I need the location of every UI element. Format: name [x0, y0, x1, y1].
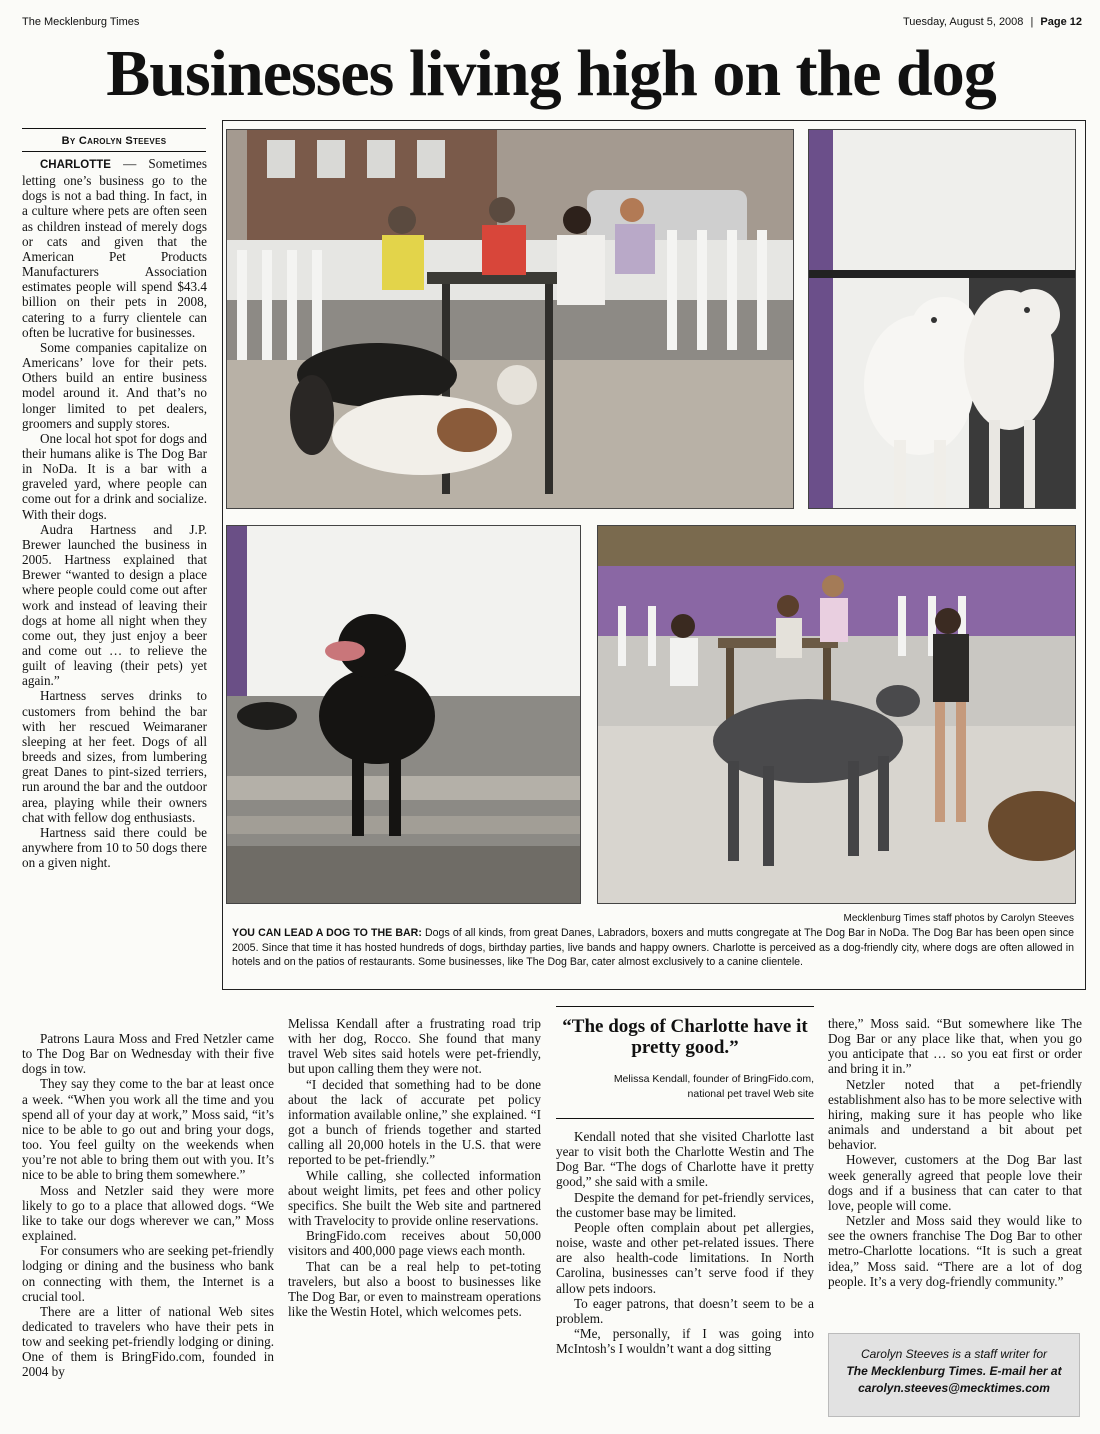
- paragraph: Netzler noted that a pet-friendly establishment also has to be more selective with hiring, making sure it has people who like animals and understand a bit about pet behavior.: [828, 1076, 1082, 1153]
- photo-caption: [232, 926, 1074, 970]
- paragraph: While calling, she collected information about weight limits, pet fees and other policy specifics. She built the Web site and partnered with Travelocity to provide online reservations.: [288, 1167, 541, 1229]
- pullquote: “The dogs of Charlotte have it pretty good.”: [562, 1016, 808, 1058]
- article-column-3: [556, 1129, 814, 1356]
- byline-rule-bottom: [22, 151, 206, 152]
- pullquote-rule-top: [556, 1006, 814, 1007]
- paragraph: Patrons Laura Moss and Fred Netzler came to The Dog Bar on Wednesday with their five dogs in tow.: [22, 1031, 274, 1077]
- paragraph: Hartness serves drinks to customers from behind the bar with her rescued Weimaraner sleeping at her feet. Dogs of all breeds and sizes, from lumbering great Danes to pint-sized terriers, run around the bar and the outdoor area, playing while their owners chat with fellow dog enthusiasts.: [22, 688, 207, 825]
- patio-photo-illustration: [227, 130, 793, 508]
- author-bio-box: [828, 1333, 1080, 1417]
- paragraph: “I decided that something had to be done about the lack of accurate pet policy information available online,” she explained. “I got a bunch of friends together and started calling all 20,000 hotels in the U.S. that were reported to be pet-friendly.”: [288, 1076, 541, 1168]
- paragraph: CHARLOTTE — Sometimes letting one’s business go to the dogs is not a bad thing. In fact, in a culture where pets are often seen as children instead of merely dogs or cats and given that the American Pet Products Manufacturers Association estimates people will spend $43.4 billion on their pets in 2008, catering to a furry clientele can often be lucrative for businesses.: [22, 156, 207, 340]
- pullquote-rule-bottom: [556, 1118, 814, 1119]
- paragraph: People often complain about pet allergies, noise, waste and other pet-related issues. There are also health-code limitations. In North Carolina, businesses can’t serve food if they allow pets indoors.: [556, 1219, 814, 1296]
- paragraph: Some companies capitalize on Americans’ love for their pets. Others build an entire business model around it. And that’s no longer limited to pet dealers, groomers and supply stores.: [22, 339, 207, 431]
- dateline: CHARLOTTE: [40, 159, 111, 171]
- paragraph: Audra Hartness and J.P. Brewer launched the business in 2005. Hartness explained that Brewer “wanted to design a place where people could come out after work and instead of leaving their dogs at home all night when they come out, they just enjoy a beer and come out … to relieve the guilt of leaving (their pets) yet again.”: [22, 521, 207, 689]
- bio-email: carolyn.steeves@mecktimes.com: [858, 1381, 1050, 1395]
- paragraph: To eager patrons, that doesn’t seem to be a problem.: [556, 1295, 814, 1326]
- paragraph: Netzler and Moss said they would like to see the owners franchise The Dog Bar to other metro-Charlotte locations. “It is such a great idea,” Moss said. “There are a lot of dog people. It’s a very dog-friendly community.”: [828, 1213, 1082, 1289]
- paragraph: However, customers at the Dog Bar last week generally agreed that people love their dogs and if a business that can cater to that love, people will come.: [828, 1152, 1082, 1213]
- article-column-1b: [22, 1031, 274, 1380]
- photo-great-danes: [808, 129, 1076, 509]
- bio-line: Carolyn Steeves is a staff writer for: [860, 1347, 1048, 1361]
- paragraph: There are a litter of national Web sites dedicated to travelers who have their pets in tow and seeking pet-friendly lodging or dining. One of them is BringFido.com, founded in 2004 by: [22, 1303, 274, 1380]
- paper-name: The Mecklenburg Times: [22, 16, 140, 28]
- paragraph: Hartness said there could be anywhere from 10 to 50 dogs there on a given night.: [22, 824, 207, 871]
- date-page-line: [903, 16, 1082, 28]
- issue-date: Tuesday, August 5, 2008: [902, 16, 1024, 28]
- page-number: Page 12: [1040, 16, 1082, 28]
- caption-lead: YOU CAN LEAD A DOG TO THE BAR:: [232, 927, 422, 939]
- paragraph: Kendall noted that she visited Charlotte last year to visit both the Charlotte Westin and The Dog Bar. “The dogs of Charlotte have it pretty good,” she said with a smile.: [556, 1129, 814, 1190]
- paragraph: That can be a real help to pet-toting travelers, but also a boost to businesses like The Dog Bar, or even to mainstream operations like the Westin Hotel, which welcomes pets.: [288, 1258, 541, 1319]
- bio-line: The Mecklenburg Times. E-mail her at: [846, 1364, 1062, 1378]
- paragraph: Despite the demand for pet-friendly services, the customer base may be limited.: [556, 1189, 814, 1220]
- article-column-1: [22, 156, 207, 870]
- paragraph: One local hot spot for dogs and their humans alike is The Dog Bar in NoDa. It is a bar with a graveled yard, where people can come out for a drink and socialize. With their dogs.: [22, 430, 207, 522]
- pullquote-attribution: Melissa Kendall, founder of BringFido.com, national pet travel Web site: [613, 1073, 814, 1100]
- paragraph: Melissa Kendall after a frustrating road trip with her dog, Rocco. She found that many travel Web sites said hotels were pet-friendly, but upon calling them they were not.: [288, 1016, 541, 1077]
- photo-women-great-dane: [597, 525, 1076, 904]
- article-column-2: [288, 1016, 541, 1319]
- paragraph: Moss and Netzler said they were more likely to go to a place that allowed dogs. “We like to take our dogs wherever we can,” Moss explained.: [22, 1182, 274, 1244]
- photo-black-dog-bench: [226, 525, 581, 904]
- separator: |: [1030, 16, 1034, 28]
- byline: By Carolyn Steeves: [61, 135, 167, 147]
- paragraph: BringFido.com receives about 50,000 visitors and 400,000 page views each month.: [288, 1228, 541, 1259]
- black-dog-photo-illustration: [227, 526, 580, 903]
- dane-photo-illustration: [598, 526, 1075, 903]
- photo-credit: Mecklenburg Times staff photos by Carolyn Steeves: [843, 913, 1074, 924]
- article-column-4: [828, 1016, 1082, 1289]
- headline: Businesses living high on the dog: [106, 37, 996, 110]
- paragraph: “Me, personally, if I was going into McIntosh’s I wouldn’t want a dog sitting: [556, 1326, 814, 1357]
- caption-body: Dogs of all kinds, from great Danes, Labradors, boxers and mutts congregate at The Dog Bar in NoDa. The Dog Bar has been open since 2005. Since that time it has hosted hundreds of dogs, birthday parties, live bands and happy owners. Charlotte is perceived as a dog-friendly city, where dogs are often allowed in hotels and on the patios of restaurants. Some businesses, like The Dog Bar, cater almost exclusively to a canine clientele.: [232, 927, 1074, 969]
- paragraph: there,” Moss said. “But somewhere like The Dog Bar or any place like that, when you go you anticipate that … so you eat first or order and bring it in.”: [828, 1016, 1082, 1077]
- danes-photo-illustration: [809, 130, 1075, 508]
- byline-rule-top: [22, 128, 206, 129]
- paragraph: They say they come to the bar at least once a week. “When you work all the time and you spend all of your day at work,” Moss said, “it’s nice to be able to go out and bring your dogs, too. You feel guilty on the weekends when you’re not able to bring them out with you. It’s nice to be able to bring them somewhere.”: [22, 1076, 274, 1183]
- pullquote-box: [556, 1008, 814, 1102]
- paragraph: For consumers who are seeking pet-friendly lodging or dining and the business who bank on connecting with them, the Internet is a crucial tool.: [22, 1243, 274, 1304]
- photo-patio-group: [226, 129, 794, 509]
